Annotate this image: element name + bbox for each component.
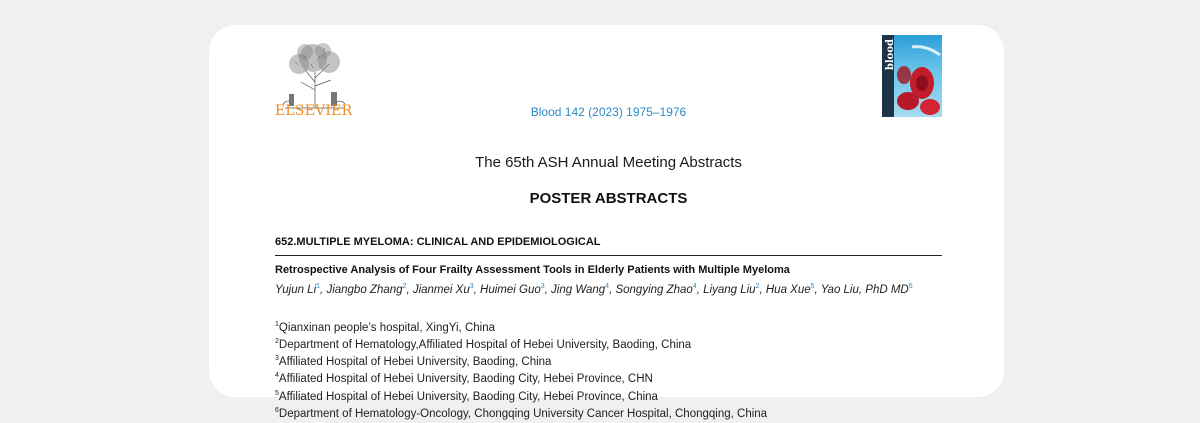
affiliation-number: 3 — [275, 355, 279, 363]
article-title: Retrospective Analysis of Four Frailty Assessment Tools in Elderly Patients with Multiple Myeloma — [275, 264, 790, 276]
affiliation-item — [275, 387, 942, 404]
author-affiliation-ref[interactable]: 3 — [540, 283, 545, 290]
affiliation-text: Affiliated Hospital of Hebei University, Baoding City, Hebei Province, CHN — [278, 373, 653, 386]
author-affiliation-ref[interactable]: 6 — [908, 283, 913, 290]
section-heading: POSTER ABSTRACTS — [529, 190, 688, 207]
author[interactable]: Huimei Guo — [480, 283, 541, 296]
author[interactable]: Hua Xue — [765, 283, 811, 296]
affiliation-number: 2 — [275, 338, 279, 346]
document-page — [275, 25, 942, 420]
affiliation-item — [275, 352, 942, 369]
affiliation-text: Department of Hematology,Affiliated Hospital of Hebei University, Baoding, China — [278, 338, 692, 351]
divider — [275, 255, 942, 256]
affiliation-text: Affiliated Hospital of Hebei University, Baoding City, Hebei Province, China — [278, 390, 658, 403]
author-list: Yujun Li$^1$, Jiangbo Zhang$^2$, Jianmei Xu$^3$, Huimei Guo$^3$, Jing Wang$^4$, Songying Zhao$^4$, Liyang Liu$^2$, Hua Xue$^5$, Yao Liu, PhD $MD^6$ — [275, 283, 913, 296]
author-affiliation-ref[interactable]: 2 — [402, 283, 407, 290]
affiliation-text: Department of Hematology-Oncology, Chongqing University Cancer Hospital, Chongqing, China — [278, 407, 768, 420]
affiliation-number: 4 — [275, 372, 279, 380]
affiliation-number: 6 — [275, 406, 279, 414]
affiliation-number: 1 — [275, 321, 279, 328]
author[interactable]: Jianmei Xu — [412, 283, 470, 296]
journal-citation-link[interactable]: Blood 142 (2023) 1975–1976 — [530, 105, 687, 119]
author[interactable]: Songying Zhao — [615, 283, 693, 296]
author-affiliation-ref[interactable]: 2 — [755, 283, 760, 290]
affiliation-item — [275, 335, 942, 352]
meeting-title: The 65th ASH Annual Meeting Abstracts — [475, 154, 742, 171]
author-affiliation-ref[interactable]: 1 — [316, 283, 321, 290]
affiliation-item — [275, 318, 942, 335]
author[interactable]: Yao Liu, PhD MD — [820, 283, 909, 296]
author-affiliation-ref[interactable]: 4 — [692, 283, 697, 290]
author[interactable]: Liyang Liu — [703, 283, 756, 296]
author[interactable]: Jing Wang — [551, 283, 606, 296]
abstract-category: 652.MULTIPLE MYELOMA: CLINICAL AND EPIDEMIOLOGICAL — [275, 236, 601, 248]
elsevier-wordmark: ELSEVIER — [275, 103, 353, 119]
author[interactable]: Jiangbo Zhang — [326, 283, 403, 296]
author-affiliation-ref[interactable]: 5 — [810, 283, 815, 290]
affiliation-text: Qianxinan people’s hospital, XingYi, China — [278, 321, 495, 334]
document-card — [209, 25, 1004, 420]
affiliation-number: 5 — [275, 389, 279, 397]
author-affiliation-ref[interactable]: 4 — [605, 283, 610, 290]
author-affiliation-ref[interactable]: 3 — [469, 283, 474, 290]
cover-title: blood — [885, 39, 896, 71]
affiliation-item — [275, 404, 942, 421]
author[interactable]: Yujun Li — [275, 283, 317, 296]
affiliation-text: Affiliated Hospital of Hebei University, Baoding, China — [278, 356, 552, 369]
affiliation-list — [275, 318, 942, 421]
affiliation-item — [275, 369, 942, 386]
